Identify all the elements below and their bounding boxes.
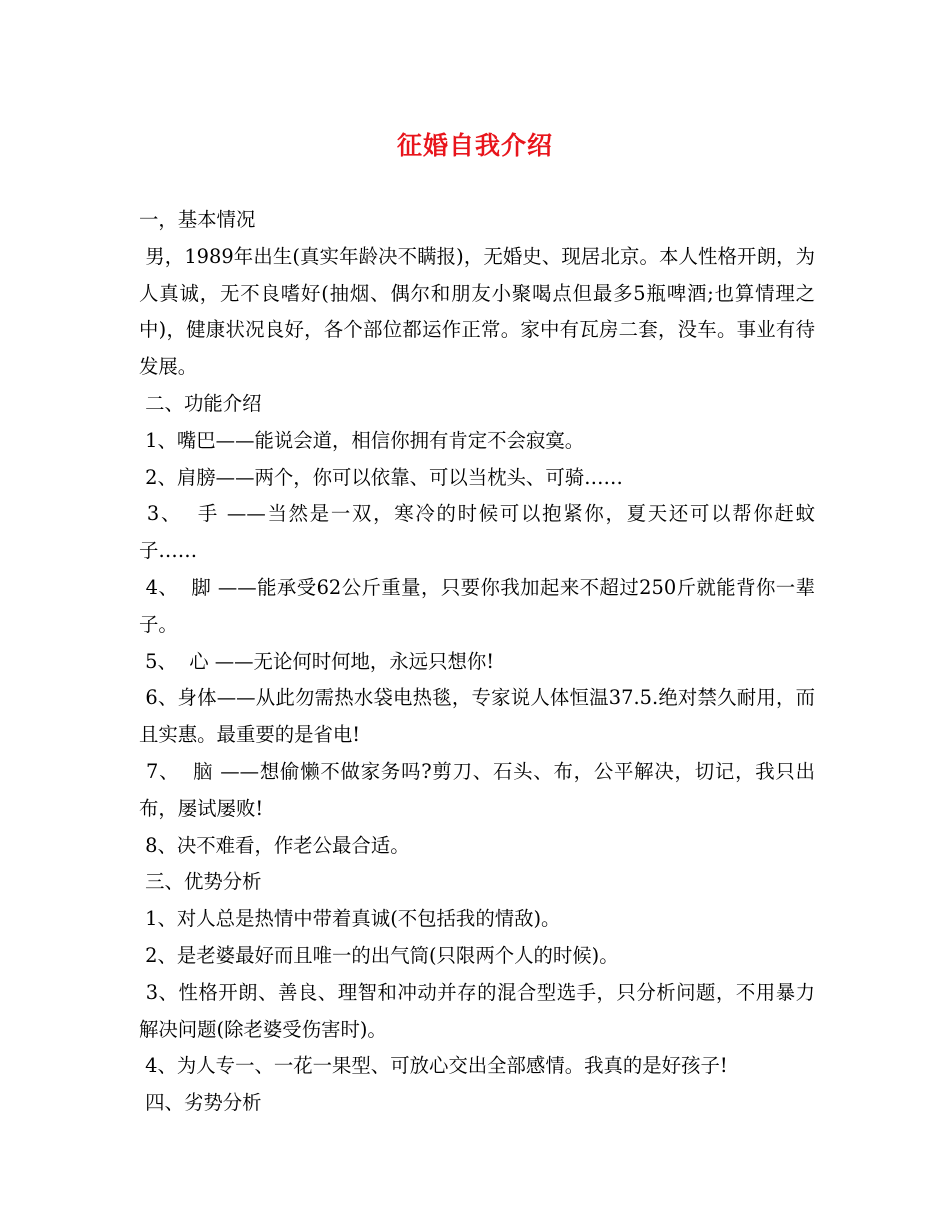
document-title: 征婚自我介绍 <box>396 131 553 160</box>
body-paragraph: 1、嘴巴——能说会道，相信你拥有肯定不会寂寞。 <box>139 428 585 452</box>
body-paragraph: 2、肩膀——两个，你可以依靠、可以当枕头、可骑…… <box>139 465 623 489</box>
body-paragraph: 一，基本情况 <box>139 208 256 231</box>
body-paragraph: 3、 手 ——当然是一双，寒冷的时候可以抱紧你，夏天还可以帮你赶蚊子…… <box>139 502 815 563</box>
body-paragraph: 二、功能介绍 <box>139 391 262 415</box>
body-paragraph: 四、劣势分析 <box>139 1091 262 1115</box>
body-paragraph: 4、 脚 ——能承受62公斤重量，只要你我加起来不超过250斤就能背你一辈子。 <box>139 575 815 636</box>
body-paragraph: 4、为人专一、一花一果型、可放心交出全部感情。我真的是好孩子! <box>139 1054 728 1078</box>
body-paragraph: 3、性格开朗、善良、理智和冲动并存的混合型选手，只分析问题，不用暴力解决问题(除老婆受伤害时)。 <box>139 980 815 1041</box>
body-paragraph: 5、 心 ——无论何时何地，永远只想你! <box>139 649 495 673</box>
body-paragraph: 7、 脑 ——想偷懒不做家务吗?剪刀、石头、布，公平解决，切记，我只出布，屡试屡败! <box>139 759 815 820</box>
body-paragraph: 8、决不难看，作老公最合适。 <box>139 833 410 857</box>
body-paragraph: 男，1989年出生(真实年龄决不瞒报)，无婚史、现居北京。本人性格开朗，为人真诚，无不良嗜好(抽烟、偶尔和朋友小聚喝点但最多5瓶啤酒;也算情理之中)，健康状况良好，各个部位都运作正常。家中有瓦房二套，没车。事业有待发展。 <box>139 244 815 379</box>
body-paragraph: 6、身体——从此勿需热水袋电热毯，专家说人体恒温37.5.绝对禁久耐用，而且实惠。最重要的是省电! <box>139 686 815 747</box>
body-paragraph: 2、是老婆最好而且唯一的出气筒(只限两个人的时候)。 <box>139 943 619 967</box>
body-paragraph: 1、对人总是热情中带着真诚(不包括我的情敌)。 <box>139 907 561 931</box>
document-body <box>139 202 815 1122</box>
body-paragraph: 三、优势分析 <box>139 870 262 894</box>
